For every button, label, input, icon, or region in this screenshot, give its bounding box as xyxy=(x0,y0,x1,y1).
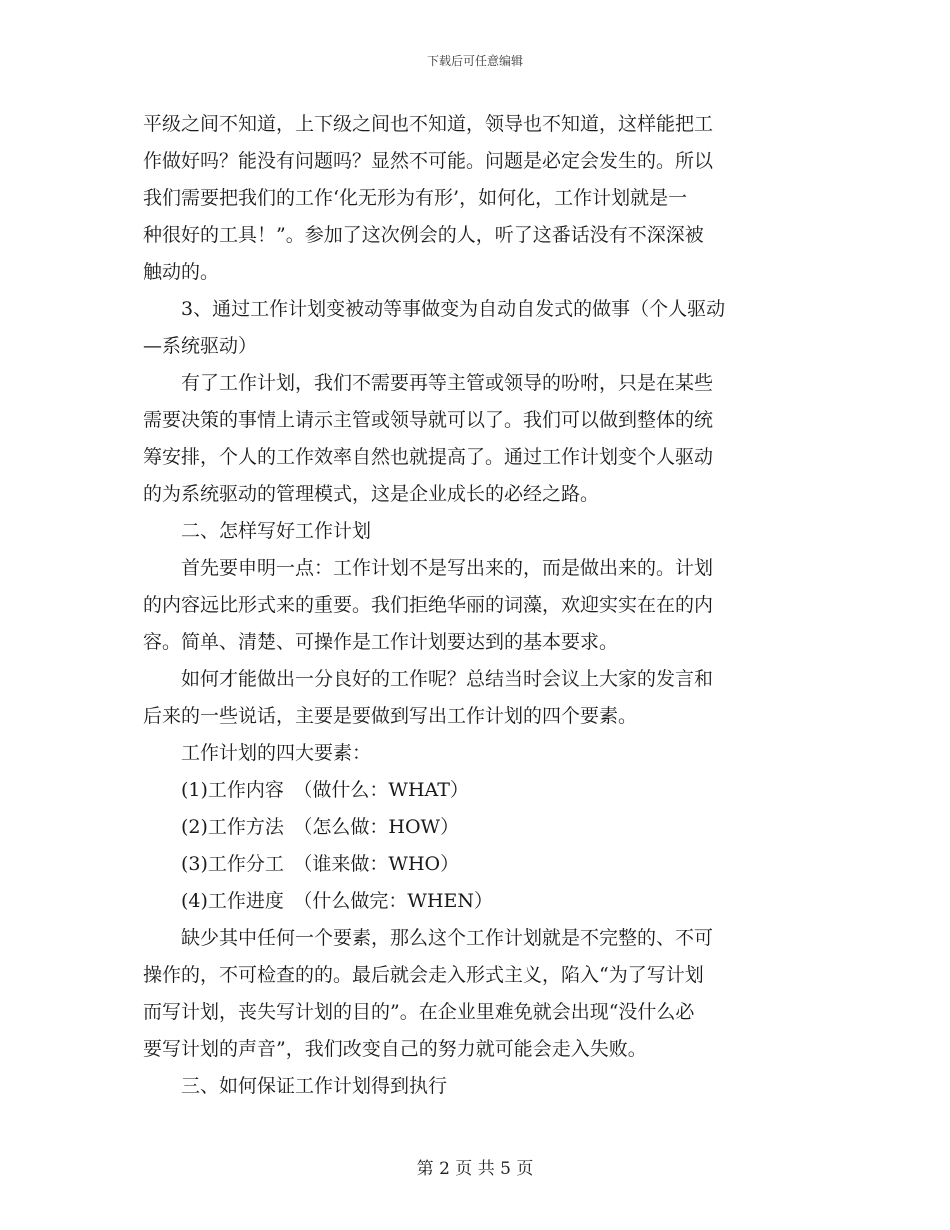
text-line: 操作的，不可检查的的。最后就会走入形式主义，陷入“为了写计划 xyxy=(143,964,704,986)
text-line: 我们需要把我们的工作‘化无形为有形’，如何化，工作计划就是一 xyxy=(143,187,688,209)
page-header: 下载后可任意编辑 xyxy=(426,54,523,68)
text-line: 有了工作计划，我们不需要再等主管或领导的吩咐，只是在某些 xyxy=(143,372,714,394)
text-line: 平级之间不知道，上下级之间也不知道，领导也不知道，这样能把工 xyxy=(143,113,714,135)
text-line: 种很好的工具！”。参加了这次例会的人，听了这番话没有不深深被 xyxy=(143,224,704,246)
text-line: 的内容远比形式来的重要。我们拒绝华丽的词藻，欢迎实实在在的内 xyxy=(143,594,714,616)
list-heading: 工作计划的四大要素： xyxy=(143,742,372,764)
text-line: 筹安排，个人的工作效率自然也就提高了。通过工作计划变个人驱动 xyxy=(143,446,714,468)
section-heading-3: 3、通过工作计划变被动等事做变为自动自发式的做事（个人驱动 xyxy=(143,298,726,320)
text-line: 如何才能做出一分良好的工作呢？总结当时会议上大家的发言和 xyxy=(143,668,714,690)
list-item: (3)工作分工 （谁来做：WHO） xyxy=(143,853,460,875)
text-line: 缺少其中任何一个要素，那么这个工作计划就是不完整的、不可 xyxy=(143,927,714,949)
text-line: 触动的。 xyxy=(143,261,220,283)
section-heading-three: 三、如何保证工作计划得到执行 xyxy=(143,1075,448,1097)
text-line: 的为系统驱动的管理模式，这是企业成长的必经之路。 xyxy=(143,483,600,505)
text-line: 容。简单、清楚、可操作是工作计划要达到的基本要求。 xyxy=(143,631,619,653)
list-item: (1)工作内容 （做什么：WHAT） xyxy=(143,779,469,801)
text-line: —系统驱动） xyxy=(143,335,258,357)
text-line: 而写计划，丧失写计划的目的”。在企业里难免就会出现“没什么必 xyxy=(143,1001,695,1023)
text-line: 作做好吗？能没有问题吗？显然不可能。问题是必定会发生的。所以 xyxy=(143,150,714,172)
text-line: 首先要申明一点：工作计划不是写出来的，而是做出来的。计划 xyxy=(143,557,714,579)
list-item: (2)工作方法 （怎么做：HOW） xyxy=(143,816,460,838)
text-line: 需要决策的事情上请示主管或领导就可以了。我们可以做到整体的统 xyxy=(143,409,714,431)
text-line: 后来的一些说话，主要是要做到写出工作计划的四个要素。 xyxy=(143,705,638,727)
document-body xyxy=(143,106,811,1105)
list-item: (4)工作进度 （什么做完：WHEN） xyxy=(143,890,494,912)
page-footer: 第 2 页 共 5 页 xyxy=(416,1159,534,1179)
text-line: 要写计划的声音”，我们改变自己的努力就可能会走入失败。 xyxy=(143,1038,647,1060)
section-heading-2: 二、怎样写好工作计划 xyxy=(143,520,372,542)
